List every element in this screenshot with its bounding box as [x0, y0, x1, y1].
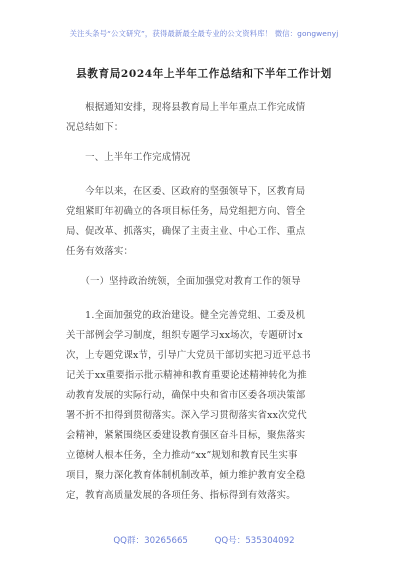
text-line: 立德树人根本任务，全力推动“xx”规划和教育民生实事 — [66, 450, 298, 461]
text-line: 1.全面加强党的政治建设。健全完善党组、工委及机 — [66, 310, 306, 321]
text-line: 会精神，紧紧围绕区委建设教育强区奋斗目标，聚焦落实 — [66, 430, 306, 441]
text-line: 关干部例会学习制度，组织专题学习xx场次，专题研讨x — [66, 330, 303, 341]
overview-paragraph — [66, 182, 349, 262]
text-line: 记关于xx重要指示批示精神和教育重要论述精神转化为推 — [66, 370, 307, 381]
text-line: 根据通知安排，现将县教育局上半年重点工作完成情 — [66, 102, 306, 113]
header-banner: 关注头条号“公文研究”，获得最新最全最专业的公文资料库！ 微信：gongwenyj — [69, 29, 339, 38]
subsection-heading — [66, 272, 349, 292]
intro-paragraph — [66, 98, 349, 138]
text-line: 局、促改革、抓落实，确保了主责主业、中心工作、重点 — [66, 226, 306, 237]
qq-number: QQ号：535304092 — [214, 536, 295, 546]
document-title: 县教育局2024年上半年工作总结和下半年工作计划 — [76, 68, 332, 80]
text-line: 今年以来，在区委、区政府的坚强领导下，区教育局 — [66, 186, 306, 197]
text-line: 况总结如下： — [66, 122, 124, 133]
text-line: 项目，聚力深化教育体制机制改革，倾力维护教育安全稳 — [66, 470, 306, 481]
text-line: 动教育发展的实际行动，确保中央和省市区委各项决策部 — [66, 390, 306, 401]
text-line: 任务有效落实： — [66, 246, 134, 257]
text-line: 一、上半年工作完成情况 — [66, 152, 191, 163]
qq-group: QQ群：30265665 — [113, 536, 188, 546]
text-line: 党组紧盯年初确立的各项目标任务，局党组把方向、管全 — [66, 206, 306, 217]
footer-contacts — [0, 534, 408, 546]
text-line: 次，上专题党课x节，引导广大党员干部切实把习近平总书 — [66, 350, 311, 361]
section-heading — [66, 148, 349, 168]
text-line: 定，教育高质量发展的各项任务、指标得到有效落实。 — [66, 490, 296, 501]
body-paragraph — [66, 306, 349, 506]
text-line: （一）坚持政治统领，全面加强党对教育工作的领导 — [66, 276, 301, 287]
text-line: 署不折不扣得到贯彻落实。深入学习贯彻落实省xx次党代 — [66, 410, 307, 421]
